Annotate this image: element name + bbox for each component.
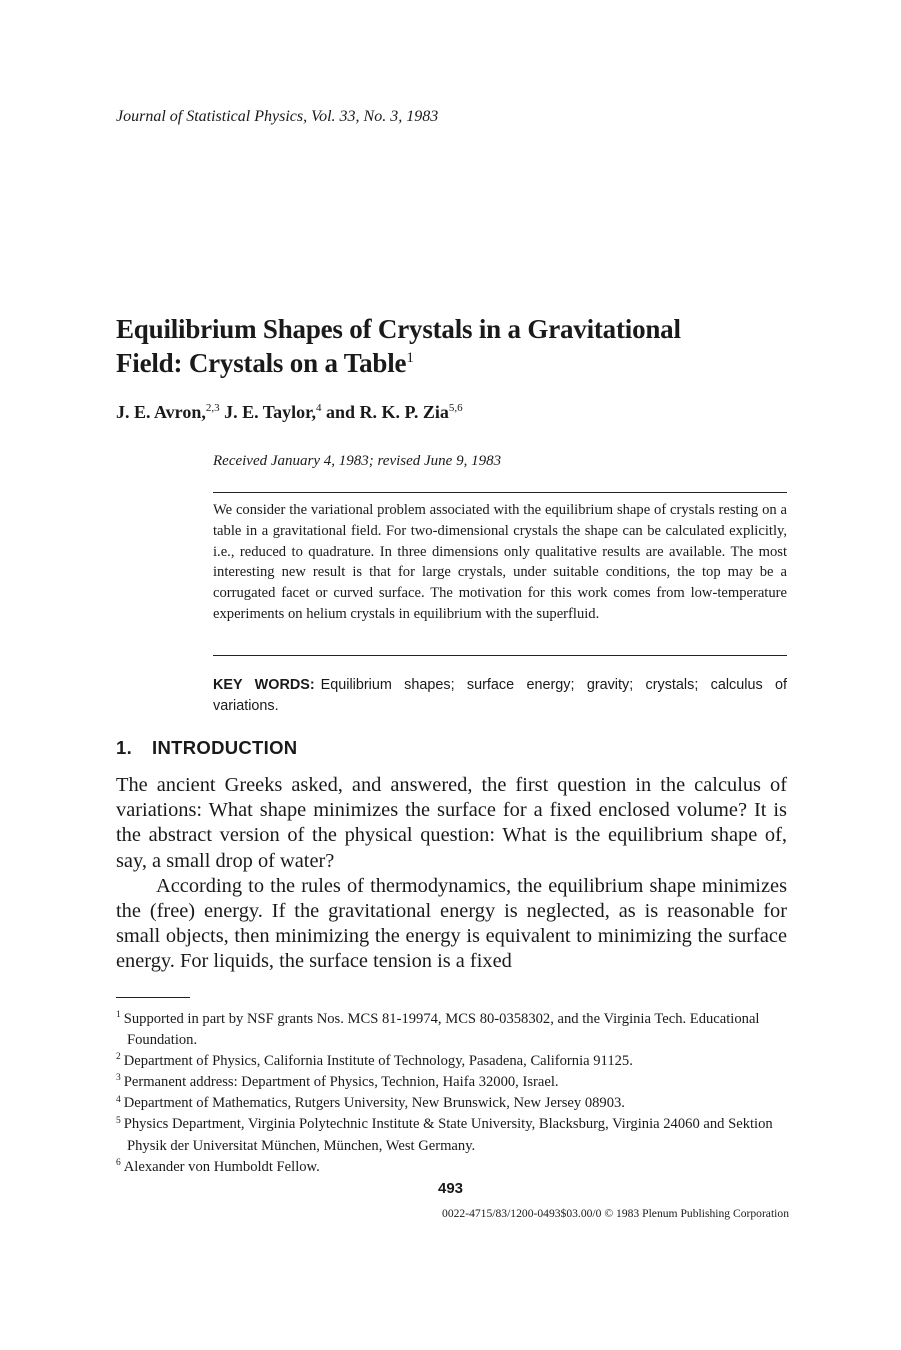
author-name: J. E. Avron, [116, 402, 206, 422]
footnote-mark: 2 [116, 1052, 121, 1063]
section-title: INTRODUCTION [152, 737, 298, 758]
keywords-label: KEY WORDS: [213, 677, 315, 693]
copyright-line: 0022-4715/83/1200-0493$03.00/0 © 1983 Plenum Publishing Corporation [442, 1207, 789, 1220]
author-name: R. K. P. Zia [359, 402, 449, 422]
footnote [116, 1051, 789, 1072]
title-line-2 [116, 346, 816, 380]
footnote [116, 1157, 789, 1178]
title-line-1: Equilibrium Shapes of Crystals in a Gravitational [116, 314, 681, 344]
footnote-text: Permanent address: Department of Physics, Technion, Haifa 32000, Israel. [123, 1074, 559, 1091]
journal-citation: Journal of Statistical Physics, Vol. 33, No. 3, 1983 [116, 108, 439, 125]
footnote-mark: 4 [116, 1094, 121, 1105]
author-list [116, 402, 463, 423]
received-date: Received January 4, 1983; revised June 9, 1983 [213, 453, 502, 469]
title-line-2-text: Field: Crystals on a Table [116, 348, 407, 378]
author-affiliation-mark: 2,3 [205, 402, 220, 414]
paragraph: The ancient Greeks asked, and answered, the first question in the calculus of variations: What shape minimizes the surface for a fixed enclosed volume? It is the abstract version of the physical question: What is the equilibrium shape of, say, a small drop of water? [116, 774, 787, 872]
footnote [116, 1114, 789, 1156]
section-heading [116, 737, 297, 759]
footnotes [116, 1009, 789, 1178]
title-footnote-mark: 1 [406, 350, 414, 366]
body-text [116, 773, 787, 975]
footnote-text: Department of Physics, California Institute of Technology, Pasadena, California 91125. [123, 1053, 633, 1070]
footnote-text: Department of Mathematics, Rutgers University, New Brunswick, New Jersey 08903. [123, 1095, 625, 1112]
abstract: We consider the variational problem associated with the equilibrium shape of crystals resting on a table in a gravitational field. For two-dimensional crystals the shape can be calculated explicitly, i.e., reduced to quadrature. In three dimensions only qualitative results are available. The most interesting new result is that for large crystals, under suitable conditions, the top may be a corrugated facet or curved surface. The motivation for this work comes from low-temperature experiments on helium crystals in equilibrium with the superfluid. [213, 502, 787, 622]
author-connector: and [325, 402, 356, 422]
footnote-text: Alexander von Humboldt Fellow. [123, 1158, 320, 1175]
footnote [116, 1009, 789, 1051]
footnote-text: Physics Department, Virginia Polytechnic Institute & State University, Blacksburg, Virginia 24060 and Sektion Physik der Universitat München, München, West Germany. [123, 1116, 773, 1154]
keywords-text: Equilibrium shapes; surface energy; gravity; crystals; calculus of variations. [213, 677, 788, 714]
footnote [116, 1093, 789, 1114]
footnote-separator [116, 997, 190, 998]
footnote-mark: 1 [116, 1010, 121, 1021]
paper-title [116, 312, 816, 380]
page-number: 493 [437, 1180, 464, 1197]
footnote-mark: 6 [116, 1157, 121, 1168]
section-number: 1. [116, 737, 133, 758]
footnote-text: Supported in part by NSF grants Nos. MCS 81-19974, MCS 80-0358302, and the Virginia Tech. Educational Foundation. [123, 1011, 760, 1049]
author-name: J. E. Taylor, [224, 402, 316, 422]
footnote-mark: 5 [116, 1115, 121, 1126]
paragraph: According to the rules of thermodynamics, the equilibrium shape minimizes the (free) energy. If the gravitational energy is neglected, as is reasonable for small objects, then minimizing the energy is equivalent to minimizing the surface energy. For liquids, the surface tension is a fixed [116, 874, 787, 973]
abstract-top-rule [213, 492, 787, 493]
author-affiliation-mark: 5,6 [448, 402, 463, 414]
keywords [213, 675, 787, 717]
footnote [116, 1072, 789, 1093]
footnote-mark: 3 [116, 1073, 121, 1084]
author-affiliation-mark: 4 [315, 402, 322, 414]
abstract-bottom-rule [213, 655, 787, 656]
